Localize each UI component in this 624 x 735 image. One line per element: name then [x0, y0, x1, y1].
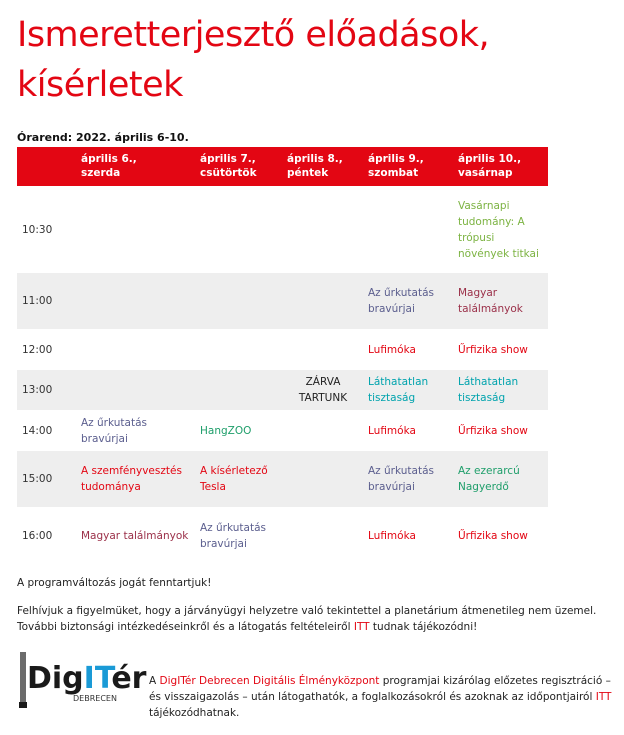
- table-row: [17, 410, 548, 451]
- footer-pre: A: [149, 675, 160, 687]
- event-cell: [282, 410, 363, 451]
- event-cell: [76, 370, 195, 410]
- event-cell[interactable]: HangZOO: [200, 424, 252, 437]
- time-cell: 15:00: [17, 451, 76, 507]
- header-day-3: április 8., péntek: [282, 147, 363, 186]
- event-cell[interactable]: Az ezerarcú Nagyerdő: [453, 451, 548, 507]
- event-cell: [195, 273, 282, 329]
- header-day-4: április 9., szombat: [363, 147, 453, 186]
- time-cell: 14:00: [22, 424, 53, 437]
- event-cell[interactable]: Űrfizika show: [458, 343, 528, 356]
- time-cell: 11:00: [17, 273, 76, 329]
- time-cell: 16:00: [22, 529, 53, 542]
- time-cell: 10:30: [22, 223, 53, 236]
- event-cell: [76, 273, 195, 329]
- covid-note-line1: Felhívjuk a figyelmüket, hogy a járványügyi helyzetre való tekintettel a planetárium átmenetileg nem üzemel.: [17, 605, 597, 617]
- event-cell: [282, 451, 363, 507]
- digiter-link[interactable]: DigITér Debrecen Digitális Élményközpont: [159, 675, 380, 687]
- event-cell[interactable]: Az űrkutatás bravúrjai: [363, 273, 453, 329]
- event-cell[interactable]: Lufimóka: [368, 343, 416, 356]
- covid-info-link[interactable]: ITT: [353, 621, 370, 633]
- event-cell[interactable]: Az űrkutatás bravúrjai: [363, 451, 453, 507]
- event-cell[interactable]: Láthatatlan tisztaság: [453, 370, 548, 410]
- header-day-1: április 6., szerda: [76, 147, 195, 186]
- event-cell[interactable]: A szemfényvesztés tudománya: [76, 451, 195, 507]
- table-row: [17, 451, 548, 507]
- table-header-row: [17, 147, 548, 186]
- event-cell[interactable]: Láthatatlan tisztaság: [363, 370, 453, 410]
- event-cell[interactable]: Lufimóka: [368, 424, 416, 437]
- event-cell: [76, 329, 195, 370]
- event-cell[interactable]: Vasárnapi tudomány: A trópusi növények titkai: [458, 199, 539, 260]
- event-cell: [282, 507, 363, 564]
- event-cell: [195, 370, 282, 410]
- time-cell: 13:00: [17, 370, 76, 410]
- covid-note-line2a: További biztonsági intézkedéseinkről és a látogatás feltételeiről: [17, 621, 354, 633]
- table-row: [17, 186, 548, 273]
- event-cell: [363, 186, 453, 273]
- event-cell[interactable]: Az űrkutatás bravúrjai: [81, 416, 147, 445]
- page-title: Ismeretterjesztő előadások, kísérletek: [17, 15, 490, 105]
- footer-mid: programjai kizárólag előzetes regisztráció – és visszaigazolás – után látogathatók, a foglalkozásokról és azoknak az időpontjairól: [149, 675, 611, 703]
- logo-wordmark: DigITér: [27, 661, 147, 696]
- event-cell[interactable]: Az űrkutatás bravúrjai: [200, 521, 266, 550]
- event-cell: [282, 186, 363, 273]
- event-cell[interactable]: Magyar találmányok: [453, 273, 548, 329]
- program-info-link[interactable]: ITT: [595, 691, 612, 703]
- time-cell: 12:00: [22, 343, 53, 356]
- timetable: [17, 147, 548, 564]
- logo-subtitle: DEBRECEN: [73, 694, 117, 703]
- table-row: [17, 370, 548, 410]
- event-cell: [282, 329, 363, 370]
- digiter-logo: [17, 648, 147, 708]
- event-cell[interactable]: Űrfizika show: [458, 529, 528, 542]
- header-day-5: április 10., vasárnap: [453, 147, 548, 186]
- covid-note-line2b: tudnak tájékozódni!: [369, 621, 478, 633]
- table-row: [17, 273, 548, 329]
- footer-post: tájékozódhatnak.: [149, 707, 240, 719]
- header-time: [17, 147, 76, 186]
- event-cell: [195, 329, 282, 370]
- event-cell[interactable]: A kísérletező Tesla: [195, 451, 282, 507]
- event-cell: [76, 186, 195, 273]
- event-cell[interactable]: Magyar találmányok: [81, 529, 189, 542]
- header-day-2: április 7., csütörtök: [195, 147, 282, 186]
- logo-bar: [20, 652, 26, 702]
- event-cell: [195, 186, 282, 273]
- event-cell[interactable]: Űrfizika show: [458, 424, 528, 437]
- logo-corner: [19, 702, 27, 708]
- program-change-note: A programváltozás jogát fenntartjuk!: [17, 577, 212, 589]
- event-cell: [282, 273, 363, 329]
- covid-note: [17, 603, 617, 635]
- table-row: [17, 507, 548, 564]
- closed-cell: ZÁRVA TARTUNK: [282, 370, 363, 410]
- footer-text: [149, 673, 621, 721]
- event-cell[interactable]: Lufimóka: [368, 529, 416, 542]
- table-row: [17, 329, 548, 370]
- schedule-caption: Órarend: 2022. április 6-10.: [17, 131, 189, 144]
